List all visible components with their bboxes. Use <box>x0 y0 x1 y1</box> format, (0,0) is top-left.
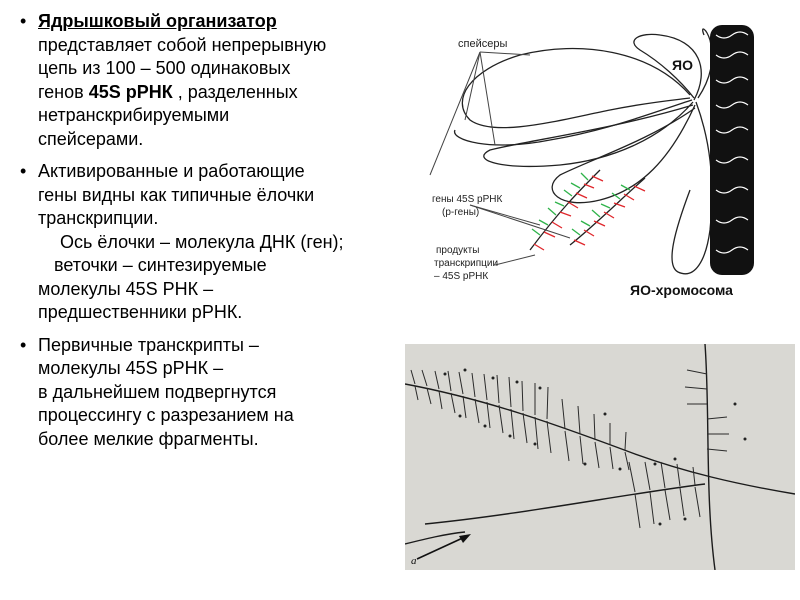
label-products-2: транскрипции <box>434 258 499 269</box>
term-nucleolus-organizer: Ядрышковый организатор <box>38 11 277 31</box>
figure-letter: a <box>411 555 417 567</box>
text-line: Активированные и работающие <box>38 161 305 181</box>
text-fragment: , разделенных <box>172 81 298 102</box>
text-line: цепь из 100 – 500 одинаковых <box>38 58 291 78</box>
text-line: предшественники рРНК. <box>38 302 243 322</box>
text-line: в дальнейшем подвергнутся <box>38 381 277 402</box>
text-line: веточки – синтезируемые <box>54 255 267 275</box>
bullet-primary-transcripts <box>14 334 406 452</box>
text-line: молекулы 45S РНК – <box>38 278 214 299</box>
nor-chromosome <box>710 25 754 275</box>
gene-name: 45S рРНК <box>88 81 173 102</box>
bullet-dot: • <box>20 11 27 31</box>
text-line: процессингу с разрезанием на <box>38 405 294 425</box>
bullet-nucleolus-organizer <box>14 10 406 151</box>
label-spacers: спейсеры <box>458 38 508 50</box>
text-line: молекулы 45S рРНК – <box>38 358 224 378</box>
electron-micrograph <box>405 344 795 570</box>
text-line: Первичные транскрипты – <box>38 334 259 355</box>
label-products-1: продукты <box>436 245 480 256</box>
transcription-trees <box>530 170 645 250</box>
bullet-dot: • <box>20 161 27 181</box>
micrograph-svg <box>405 344 795 570</box>
bullet-dot: • <box>20 334 27 355</box>
label-nor: ЯО <box>672 57 693 73</box>
text-line: представляет собой непрерывную <box>38 34 327 55</box>
text-line: нетранскрибируемыми <box>38 105 230 125</box>
text-line: гены видны как типичные ёлочки <box>38 184 315 205</box>
bullet-transcription-trees <box>14 160 406 325</box>
label-genes-sub: (р-гены) <box>442 207 480 218</box>
nucleolus-organizer-diagram <box>410 10 795 302</box>
label-pointers <box>430 52 570 265</box>
label-products-3: – 45S рРНК <box>434 271 489 282</box>
label-genes: гены 45S рРНК <box>432 194 503 205</box>
text-line <box>38 81 406 105</box>
text-line: Ось ёлочки – молекула ДНК (ген); <box>60 231 344 252</box>
label-chromosome: ЯО-хромосома <box>630 282 733 298</box>
slide-text <box>14 10 406 460</box>
text-fragment: генов <box>38 81 89 102</box>
text-line: транскрипции. <box>38 208 159 228</box>
diagram-svg <box>410 10 795 302</box>
text-line: спейсерами. <box>38 128 144 149</box>
text-line: более мелкие фрагменты. <box>38 428 259 449</box>
